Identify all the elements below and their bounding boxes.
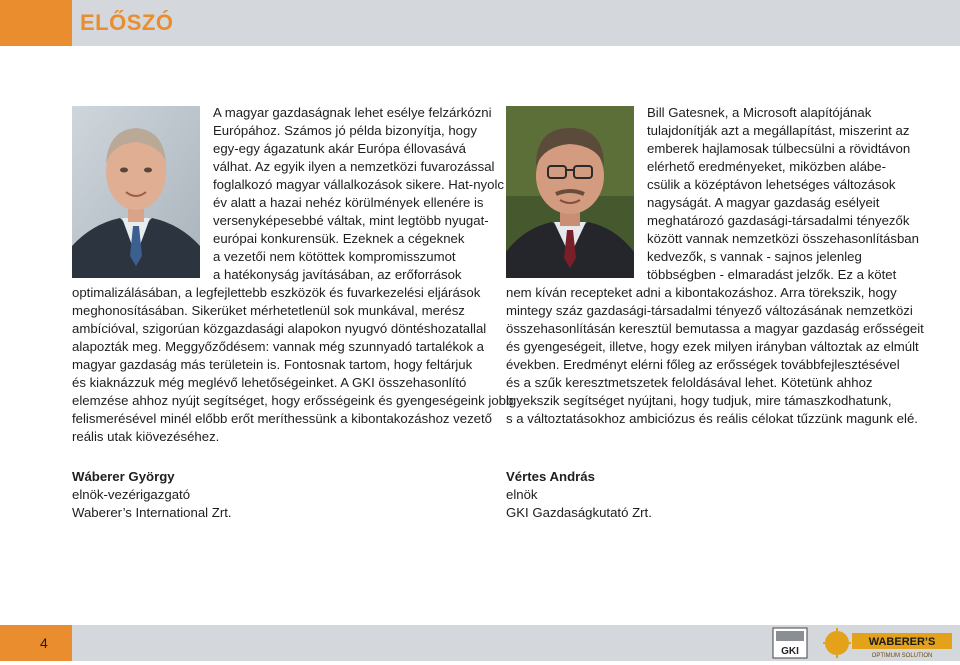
right-line: Bill Gatesnek, a Microsoft alapítójának [647,105,872,120]
right-line: meghatározó gazdasági-társadalmi tényezők [647,213,910,228]
sun-icon [825,631,849,655]
left-line: Európához. Számos jó példa bizonyítja, hogy [213,123,477,138]
right-line: igyekszik segítséget nyújtani, hogy tudjuk, mire támaszkodhatunk, [506,393,892,408]
page-title: ELŐSZÓ [80,10,174,35]
signature-title: elnök [506,487,538,502]
signature-company: Waberer’s International Zrt. [72,505,232,520]
left-line: európai konkurensük. Ezeknek a cégeknek [213,231,465,246]
waberer-logo-subtext: OPTIMUM SOLUTION [871,653,933,659]
right-line: években. Eredményt elérni főleg az erősségek továbbfejlesztésével [506,357,900,372]
left-line: felismerésével minél előbb erőt meríthessünk a kibontakozáshoz vezető [72,411,493,426]
right-line: csülik a középtávon lehetséges változások [647,177,896,192]
signature-title: elnök-vezérigazgató [72,487,191,502]
left-text-column [72,104,514,446]
page-number: 4 [40,635,48,651]
right-line: és a szűk keresztmetszetek feloldásával lehet. Kötetünk ahhoz [506,375,873,390]
left-line: versenyképesebbé váltak, mint legtöbb nyugat- [213,213,489,228]
left-line: ambícióval, szigorúan közgazdasági alapokon nyugvó döntéshozatallal [72,321,487,336]
gki-logo [772,627,808,659]
right-line: emberek hajlamosak túlbecsülni a rövidtávon [647,141,911,156]
footer-bar [0,625,960,661]
left-line: év alatt a hazai nehéz körülmények ellenére is [213,195,484,210]
right-line: tulajdonítják azt a megállapítást, miszerint az [647,123,910,138]
waberer-logo [822,627,954,659]
left-line: válhat. Az egyik ilyen a nemzetközi fuvarozással [213,159,495,174]
header-accent [0,0,72,46]
left-line: A magyar gazdaságnak lehet esélye felzárkózni [213,105,492,120]
right-text-column [506,104,924,428]
left-line: optimalizálásában, a legfejlettebb eszközök és fuvarkezelési eljárások [72,285,481,300]
right-line: nem kíván recepteket adni a kibontakozáshoz. Arra törekszik, hogy [506,285,897,300]
left-line: elemzése ahhoz nyújt segítséget, hogy erősségeink és gyengeségeink jobb [72,393,514,408]
right-line: összehasonlításán keresztül bemutassa a magyar gazdaság erősségeit [506,321,924,336]
waberer-logo-text: WABERER’S [868,636,936,648]
left-line: magyar gazdaság más területein is. Fontosnak tartom, hogy feltárjuk [72,357,473,372]
signature-right [506,468,806,522]
signature-company: GKI Gazdaságkutató Zrt. [506,505,652,520]
right-line: elérhető eredményeket, miközben alábe- [647,159,886,174]
left-line: a vezetői nem kötöttek kompromisszumot [213,249,456,264]
left-line: alapozták meg. Meggyőződésem: vannak még szunnyadó tartalékok a [72,339,484,354]
right-line: kedvezők, s vannak - sajnos jelenleg [647,249,862,264]
right-line: többségben - elmaradást jelzők. Ez a kötet [647,267,897,282]
left-line: egy-egy ágazatunk akár Európa éllovasává [213,141,466,156]
gki-logo-text: GKI [781,646,799,657]
signature-name: Vértes András [506,469,595,484]
left-line: meghonosításában. Sikerüket mérhetetlenül sok munkával, merész [72,303,465,318]
left-line: a hatékonyság javításában, az erőforrások [213,267,462,282]
right-line: között vannak nemzetközi összehasonlításban [647,231,919,246]
left-line: reális utak kiövezéséhez. [72,429,220,444]
right-line: mintegy száz gazdasági-társadalmi tényező változásának nemzetközi [506,303,913,318]
signature-left [72,468,372,522]
right-line: nagyságát. A magyar gazdaság esélyeit [647,195,880,210]
right-line: s a változtatásokhoz ambiciózus és reális célokat tűzzünk magunk elé. [506,411,918,426]
left-line: foglalkozó magyar vállalkozások sikere. Hat-nyolc [213,177,504,192]
right-line: és gyengeségeit, illetve, hogy ezek milyen irányban változtak az elmúlt [506,339,919,354]
signature-name: Wáberer György [72,469,175,484]
left-line: és kiaknázzuk még meglévő lehetőségeinket. A GKI összehasonlító [72,375,467,390]
